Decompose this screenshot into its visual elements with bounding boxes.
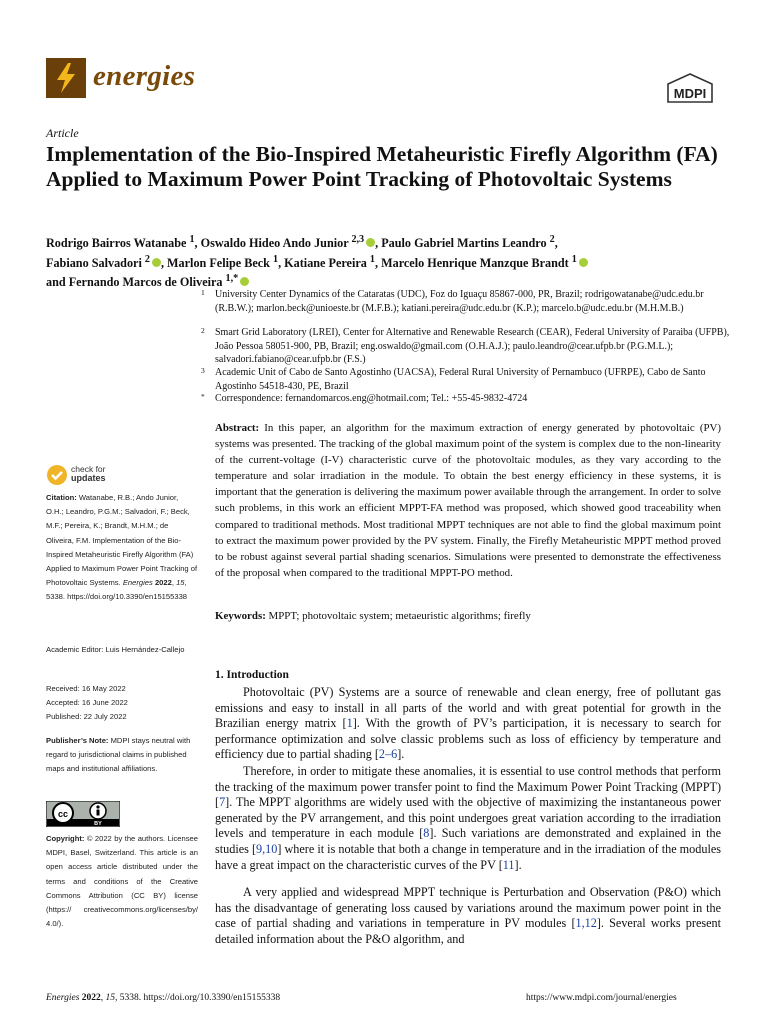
cc-by-label: BY [94, 821, 102, 827]
keywords [215, 610, 721, 622]
keywords-label: Keywords: [215, 610, 266, 622]
journal-name: energies [93, 60, 196, 92]
author-name: Rodrigo Bairros Watanabe [46, 236, 190, 251]
author-affil: 2,3 [351, 234, 365, 245]
affiliation-text: Correspondence: fernandomarcos.eng@hotmail.com; Tel.: +55-45-9832-4724 [215, 393, 528, 404]
author-name: and Fernando Marcos de Oliveira [46, 275, 226, 290]
citation-doi[interactable]: , 5338. https://doi.org/10.3390/en15155338 [46, 578, 188, 602]
paragraph-3 [215, 885, 721, 947]
para-text: ]. The MPPT algorithms are widely used with the objective of maximizing the instantaneous power generated by the PV arrangement, and this point undergoes great variation according to the irradiation levels and temperature in each module [ [215, 795, 721, 841]
author-name: Fabiano Salvadori [46, 255, 145, 270]
para-text: ]. Several works present detailed information about the P&O algorithm, and [215, 916, 721, 946]
author-affil: 1,* [225, 273, 239, 285]
accepted-date: Accepted: 16 June 2022 [46, 698, 128, 707]
check-label: check for [71, 464, 106, 474]
footer-journal-url[interactable]: https://www.mdpi.com/journal/energies [526, 993, 677, 1003]
orcid-icon[interactable] [366, 238, 375, 247]
citation-text: Watanabe, R.B.; Ando Junior, O.H.; Leandro, P.G.M.; Salvadori, F.; Beck, M.F.; Pereira, K.; Brandt, M.H.M.; de Oliveira, F.M. Implementation of the Bio-Inspired Metaheuristic Firefly Algorithm (FA) Applied to Maximum Power Point Tracking of Photovoltaic Systems. [46, 493, 198, 588]
copyright-label: Copyright: [46, 834, 85, 843]
affiliation-number: 1 [201, 288, 205, 297]
author-name: , Oswaldo Hideo Ando Junior [194, 236, 352, 251]
author-affil: 1 [273, 253, 279, 265]
footer-volume: 15 [105, 993, 116, 1003]
para-text: ]. [397, 747, 405, 762]
publisher-name: MDPI [673, 86, 707, 101]
para-text: A very applied and widespread MPPT technique is Perturbation and Observation (P&O) which has the disadvantage of generating loss caused by variations around the maximum power point in the case of partial shading and variations in temperature in PV modules [ [215, 885, 721, 931]
affiliation-text: Academic Unit of Cabo de Santo Agostinho (UACSA), Federal Rural University of Pernambuco (UFRPE), Cabo de Santo Agostinho 54518-430, PE, Brazil [215, 367, 706, 392]
abstract [215, 420, 721, 581]
section-heading: 1. Introduction [215, 669, 289, 681]
affiliation-number: 2 [201, 326, 205, 335]
svg-text:cc: cc [57, 809, 69, 819]
author-affil: 2 [144, 253, 150, 265]
footer-year: 2022 [81, 993, 101, 1003]
author-affil: 1 [189, 234, 195, 245]
author-affil: 1 [369, 253, 375, 265]
academic-editor: Academic Editor: Luis Hernández-Callejo [46, 645, 185, 654]
updates-label: updates [71, 473, 106, 483]
para-text: ]. [514, 857, 522, 872]
abstract-text: In this paper, an algorithm for the maximum extraction of energy generated by photovoltaic (PV) systems was presented. The tracking of the global maximum point of the system is complex due to the non-linearity of the current-voltage (I-V) characteristic curve of the photovoltaic modules, as they vary according to the temperature and solar irradiation in the module. To obtain the best energy efficiency in these systems, it is important that the generation is delivering the maximum power available through the arrangement. In order to solve such problems, in this work an efficient MPPT-FA method was proposed, which showed good traceability when compared to traditional methods. Most traditional MPPT techniques are not able to find the global maximum point to extract the maximum power provided by the PV system. Finally, the Firefly Metaheuristic MPPT method proved to be robust against several partial shading scenarios. Simulations were presented to demonstrate the effectiveness of the proposal when compared to the traditional MPPT-PO method. [215, 422, 721, 579]
publisher-note-text: MDPI stays neutral with regard to jurisdictional claims in published maps and institutional affiliations. [46, 736, 191, 774]
citation-link[interactable]: 7 [219, 795, 226, 810]
affiliation-2 [201, 326, 735, 367]
author-affil: 1 [571, 253, 577, 265]
author-affil: 2 [549, 234, 555, 245]
mdpi-logo-icon [664, 72, 716, 106]
citation: Citation: Watanabe, R.B.; Ando Junior, O.H.; Leandro, P.G.M.; Salvadori, F.; Beck, M.F.; Pereira, K.; Brandt, M.H.M.; de Oliveira, F.M. Implementation of the Bio-Inspired Metaheuristic Firefly Algorithm (FA) Applied to Maximum Power Point Tracking of Photovoltaic Systems. Energies 2022, 15, 5338. https://doi.org/10.3390/en15155338 [46, 493, 198, 602]
author-name: , Marcelo Henrique Manzque Brandt [375, 255, 572, 270]
publisher-note [46, 734, 198, 777]
para-text: Photovoltaic (PV) Systems are a source of renewable and clean energy, free of pollutant gas emissions and easy to install in all parts of the world and with great potential for growth in the Brazilian energy matrix [ [215, 685, 721, 731]
author-name: , Paulo Gabriel Martins Leandro [375, 236, 550, 251]
affiliation-text: Smart Grid Laboratory (LREI), Center for Alternative and Renewable Research (CEAR), Federal University of Paraiba (UFPB), João Pessoa 58051-900, PB, Brazil; eng.oswaldo@gmail.com (O.H.A.J.); paulo.leandro@cear.ufpb.br (P.G.M.L.); salvadori.fabiano@cear.ufpb.br (F.S.) [215, 327, 730, 366]
author-sep: , [554, 236, 558, 251]
paragraph-1 [215, 685, 721, 763]
correspondence [201, 392, 735, 406]
journal-logo-icon [46, 58, 86, 98]
author-name: , Katiane Pereira [278, 255, 370, 270]
orcid-icon[interactable] [240, 277, 249, 286]
citation-link[interactable]: 8 [423, 826, 430, 841]
citation-link[interactable]: 2–6 [378, 747, 398, 762]
citation-label: Citation: [46, 493, 77, 502]
article-type: Article [46, 126, 79, 140]
publisher-note-label: Publisher’s Note: [46, 736, 109, 745]
footer-journal: Energies [46, 993, 80, 1003]
citation-link[interactable]: 11 [502, 857, 515, 872]
paragraph-2 [215, 764, 721, 873]
para-text: ]. Such variations are demonstrated and explained in the studies [ [215, 826, 722, 856]
copyright-text: © 2022 by the authors. Licensee MDPI, Basel, Switzerland. This article is an open access article distributed under the terms and conditions of the Creative Commons Attribution (CC BY) license (https:// creativecommons.org/licenses/by/ 4.0/). [46, 834, 198, 929]
author-name: , Marlon Felipe Beck [160, 255, 273, 270]
received-date: Received: 16 May 2022 [46, 684, 126, 693]
citation-link[interactable]: 1 [346, 716, 353, 731]
para-text: ] where it is notable that both a change in temperature and in the irradiation of the modules have a great impact on the characteristic curves of the PV [ [215, 841, 721, 872]
footer-citation: Energies 2022, 15, 5338. https://doi.org/10.3390/en15155338 [46, 993, 281, 1003]
check-updates-icon [46, 464, 68, 486]
affiliation-number: 3 [201, 366, 205, 375]
orcid-icon[interactable] [579, 258, 588, 267]
para-text: Therefore, in order to mitigate these anomalies, it is essential to use control methods that perform the tracking of the maximum power transfer point to find the Maximum Power Point Tracking (MPPT) [ [215, 764, 721, 810]
affiliation-1 [201, 288, 735, 315]
affiliation-3 [201, 366, 735, 393]
copyright [46, 832, 198, 931]
cc-by-license-icon[interactable] [46, 801, 120, 827]
affiliation-text: University Center Dynamics of the Cataratas (UDC), Foz do Iguaçu 85867-000, PR, Brazil; rodrigowatanabe@udc.edu.br (R.B.W.); marlon.beck@unioeste.br (M.F.B.); katiani.pereira@udc.edu.br (K.P.); marcelo.b@udc.edu.br (M.H.M.B.) [215, 289, 704, 314]
check-for-updates-button[interactable] [46, 462, 146, 490]
published-date: Published: 22 July 2022 [46, 712, 127, 721]
citation-link[interactable]: 9,10 [256, 841, 278, 856]
affiliation-number: * [201, 392, 205, 401]
keywords-text: MPPT; photovoltaic system; metaeuristic algorithms; firefly [265, 610, 531, 622]
citation-year: 2022 [154, 578, 172, 588]
author-list [46, 232, 726, 291]
footer-doi-link[interactable]: , 5338. https://doi.org/10.3390/en15155338 [115, 993, 281, 1003]
para-text: ]. With the growth of PV’s participation, it is necessary to search for performance optimization and solve classic problems such as loss of efficiency by temperature and efficiency due to partial shading [ [215, 716, 721, 762]
orcid-icon[interactable] [152, 258, 161, 267]
abstract-label: Abstract: [215, 422, 260, 434]
citation-link[interactable]: 1,12 [575, 916, 597, 931]
paper-title: Implementation of the Bio-Inspired Metaheuristic Firefly Algorithm (FA) Applied to Maximum Power Point Tracking of Photovoltaic Systems [46, 142, 718, 191]
citation-volume: 15 [176, 578, 185, 588]
citation-journal: Energies [122, 578, 153, 588]
